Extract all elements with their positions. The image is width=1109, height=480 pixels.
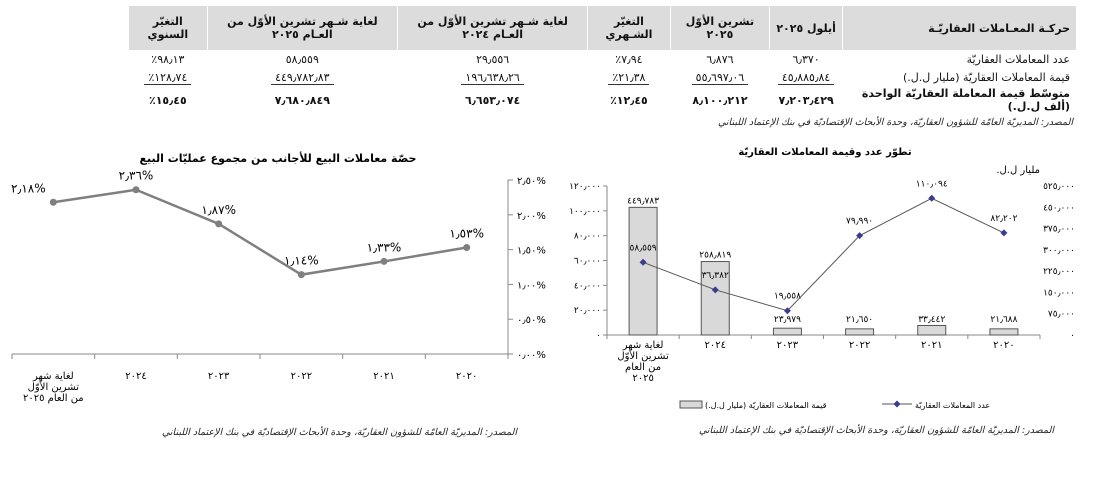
- table-cell: متوسّط قيمة المعاملة العقاريّة الواحدة (ألف ل.ل.): [861, 87, 1070, 113]
- left-y-tick-label: ٤٠٫٠٠٠: [573, 281, 601, 292]
- table-cell: ٧٫٩٤٪: [615, 52, 643, 66]
- foreign-share-line-chart: [0, 145, 560, 405]
- x-tick-label: ٢٠٢١: [921, 340, 943, 351]
- right-y-tick-label: ٠: [1070, 331, 1075, 341]
- data-label: ١٫٣٣%: [366, 240, 402, 255]
- x-tick-label: ٢٠٢٣: [776, 340, 799, 351]
- table-cell: ٧٫٢٠٣٫٤٢٩: [778, 93, 834, 107]
- left-y-tick-label: ٢٠٫٠٠٠: [573, 306, 601, 317]
- left-y-tick-label: ٦٠٫٠٠٠: [573, 256, 601, 267]
- legend-marker: [894, 401, 901, 408]
- line-marker: [928, 195, 935, 202]
- table-cell: ٤٥٫٨٨٥٫٨٤: [778, 71, 835, 85]
- table-header: أيلول ٢٠٢٥: [770, 6, 843, 50]
- chart-title: حصّة معاملات البيع للأجانب من مجموع عمليّات البيع: [139, 152, 417, 165]
- data-label: ٢٫٣٦%: [118, 168, 154, 183]
- legend-label-bar: قيمة المعاملات العقاريّة (مليار ل.ل.): [705, 401, 827, 410]
- left-y-tick-label: ٨٠٫٠٠٠: [573, 231, 601, 242]
- data-label: ٢٫١٨%: [11, 181, 46, 196]
- table-cell: ١٥٫٤٥٪: [148, 93, 187, 107]
- table-cell: ٦٫٣٧٠: [792, 52, 820, 66]
- legend-swatch-bar: [680, 401, 702, 408]
- bar-value-label: ٢١٫٦٨٨: [990, 315, 1018, 325]
- y-tick-label: ٢٫٠٠%: [517, 210, 546, 222]
- table-cell: عدد المعاملات العقاريّة: [966, 52, 1070, 66]
- right-y-tick-label: ٥٢٥٫٠٠٠: [1043, 182, 1075, 192]
- bar-value-label: ٢١٫٦٥٠: [846, 315, 874, 325]
- table-cell: ٦٫٨٧٦: [706, 52, 734, 66]
- y-tick-label: ٠٫٠٠%: [517, 350, 546, 361]
- line-value-label: ١٩٫٥٥٨: [773, 291, 801, 302]
- bar-value-label: ٣٣٫٤٤٢: [918, 315, 946, 325]
- data-point: [215, 220, 222, 227]
- bar-value-label: ٤٤٩٫٧٨٣: [627, 196, 660, 207]
- bar-value-label: ٢٣٫٩٧٩: [773, 315, 801, 325]
- chart-title: تطوّر عدد وقيمة المعاملات العقاريّة: [738, 147, 912, 158]
- series-line: [53, 190, 466, 275]
- table-cell: ٧٫٦٨٠٫٨٤٩: [274, 93, 330, 107]
- left-y-tick-label: ١٢٠٫٠٠٠: [569, 182, 601, 192]
- right-y-tick-label: ٣٠٠٫٠٠٠: [1043, 245, 1075, 256]
- data-point: [381, 258, 388, 265]
- real-estate-table: [128, 6, 1076, 114]
- table-row: [129, 86, 1077, 114]
- bar: [629, 207, 657, 335]
- data-point: [463, 244, 470, 251]
- x-tick-label: لغاية شهر تشرين الأوّل من العام ٢٠٢٥: [22, 371, 84, 404]
- line-value-label: ٥٨٫٥٥٩: [629, 243, 657, 254]
- table-header: حركـة المعـاملات العقاريّـة: [842, 6, 1076, 50]
- table-header: التغيّر السنوي: [129, 6, 208, 50]
- right-y-tick-label: ٤٥٠٫٠٠٠: [1043, 203, 1075, 214]
- table-cell: ١٢٫٤٥٪: [610, 93, 648, 107]
- y-tick-label: ٠٫٥٠%: [517, 315, 546, 327]
- right-y-tick-label: ٣٧٥٫٠٠٠: [1043, 224, 1075, 235]
- table-cell: ٦٫٦٥٣٫٠٧٤: [465, 93, 521, 107]
- right-y-tick-label: ٢٢٥٫٠٠٠: [1043, 267, 1075, 278]
- data-label: ١٫٨٧%: [201, 202, 236, 217]
- x-tick-label: ٢٠٢٢: [290, 371, 313, 382]
- line-marker: [1000, 229, 1007, 236]
- right-y-tick-label: ١٥٠٫٠٠٠: [1043, 288, 1075, 299]
- table-header: لغاية شـهر تشرين الأوّل من العـام ٢٠٢٥: [207, 6, 397, 50]
- table-row: [129, 50, 1077, 68]
- data-point: [50, 199, 57, 206]
- table-header: التغيّر الشـهري: [588, 6, 670, 50]
- x-tick-label: لغاية شهر تشرين الأوّل من العام ٢٠٢٥: [617, 340, 669, 384]
- table-cell: ٢١٫٣٨٪: [608, 71, 649, 85]
- right-chart-source-note: المصدر: المديريّة العامّة للشؤون العقاريّة، وحدة الأبحاث الإقتصاديّة في بنك الإعتماد اللبناني: [699, 425, 1054, 436]
- table-cell: ٤٤٩٫٧٨٢٫٨٣: [271, 71, 333, 85]
- table-cell: ١٢٨٫٧٤٪: [144, 71, 191, 85]
- x-tick-label: ٢٠٢٤: [125, 371, 147, 382]
- table-cell: ٥٥٫٦٩٧٫٠٦: [692, 71, 749, 85]
- data-label: ١٫٥٣%: [449, 226, 484, 241]
- bar: [918, 326, 946, 335]
- data-label: ١٫١٤%: [284, 253, 319, 268]
- table-header: تشرين الأوّل ٢٠٢٥: [670, 6, 770, 50]
- table-cell: ٢٩٫٥٥٦: [476, 52, 510, 66]
- y-tick-label: ٢٫٥٠%: [517, 176, 546, 187]
- table-row: [129, 68, 1077, 86]
- line-value-label: ١١٠٫٠٩٤: [915, 179, 948, 190]
- bar: [846, 329, 874, 335]
- x-tick-label: ٢٠٢٢: [848, 340, 871, 351]
- x-tick-label: ٢٠٢٣: [207, 371, 230, 382]
- data-point: [133, 186, 140, 193]
- right-y-tick-label: ٧٥٫٠٠٠: [1047, 309, 1075, 320]
- data-point: [298, 271, 305, 278]
- left-y-tick-label: ١٠٠٫٠٠٠: [569, 206, 601, 217]
- table-cell: قيمة المعاملات العقاريّة (مليار ل.ل.): [902, 70, 1070, 84]
- bar: [773, 328, 801, 335]
- y-tick-label: ١٫٠٠%: [517, 280, 546, 292]
- table-cell: ٩٨٫١٣٪: [151, 52, 185, 66]
- legend-label-line: عدد المعاملات العقاريّة: [915, 401, 991, 410]
- table-source-note: المصدر: المديريّة العامّة للشؤون العقاريّة، وحدة الأبحاث الإقتصاديّة في بنك الإعتماد اللبناني: [718, 117, 1073, 128]
- table-cell: ١٩٦٫٦٣٨٫٢٦: [461, 71, 523, 85]
- y-tick-label: ١٫٥٠%: [517, 245, 546, 257]
- transactions-combo-chart: [560, 140, 1109, 430]
- table-cell: ٥٨٫٥٥٩: [285, 52, 319, 66]
- table-header: لغاية شـهر تشرين الأوّل من العـام ٢٠٢٤: [397, 6, 587, 50]
- line-value-label: ٣٦٫٣٨٢: [701, 270, 729, 281]
- series-line: [643, 198, 1004, 310]
- x-tick-label: ٢٠٢٠: [993, 340, 1015, 351]
- bar-value-label: ٢٥٨٫٨١٩: [699, 250, 732, 261]
- left-y-tick-label: ٠: [596, 331, 601, 341]
- table-header-row: [129, 6, 1077, 50]
- bar: [990, 329, 1018, 335]
- line-value-label: ٨٢٫٢٠٢: [990, 213, 1018, 224]
- x-tick-label: ٢٠٢١: [373, 371, 395, 382]
- x-tick-label: ٢٠٢٤: [704, 340, 726, 351]
- x-tick-label: ٢٠٢٠: [455, 371, 478, 382]
- line-value-label: ٧٩٫٩٩٠: [846, 216, 874, 227]
- table-cell: ٨٫١٠٠٫٢١٢: [692, 93, 748, 107]
- left-chart-source-note: المصدر: المديريّة العامّة للشؤون العقاريّة، وحدة الأبحاث الإقتصاديّة في بنك الإعتماد اللبناني: [162, 427, 517, 438]
- right-axis-label: مليار ل.ل.: [996, 165, 1040, 176]
